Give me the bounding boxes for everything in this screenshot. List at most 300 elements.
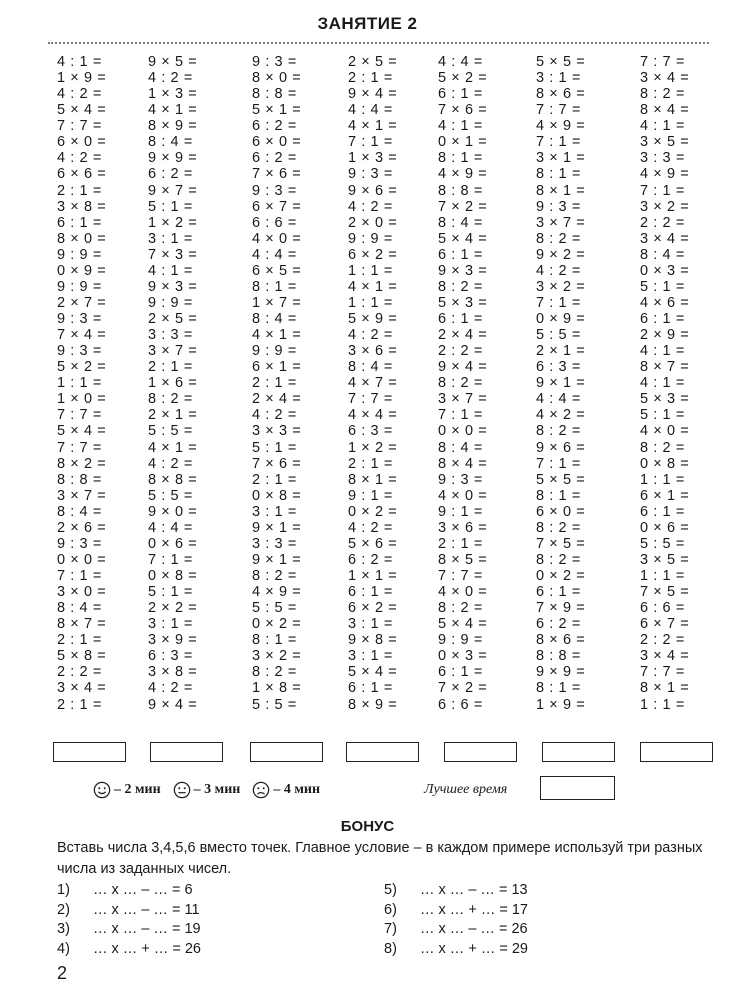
exercise-item: 5 × 6 = xyxy=(348,535,398,552)
exercise-item: 4 : 4 = xyxy=(348,102,393,119)
exercise-item: 5 : 5 = xyxy=(148,423,193,440)
exercise-item: 0 × 2 = xyxy=(252,616,302,633)
exercise-item: 1 × 0 = xyxy=(57,391,107,408)
exercise-item: 3 × 7 = xyxy=(536,214,586,231)
bonus-task xyxy=(57,901,201,921)
bonus-task xyxy=(384,901,528,921)
exercise-item: 1 × 6 = xyxy=(148,375,198,392)
exercise-item: 4 × 4 = xyxy=(348,407,398,424)
exercise-item: 5 : 1 = xyxy=(252,439,297,456)
time-answer-box[interactable] xyxy=(53,742,126,762)
exercise-item: 9 : 9 = xyxy=(57,278,102,295)
exercise-item: 1 × 9 = xyxy=(536,696,586,713)
exercise-item: 4 : 2 = xyxy=(57,86,102,103)
exercise-item: 9 : 1 = xyxy=(438,503,483,520)
exercise-item: 3 × 2 = xyxy=(536,278,586,295)
exercise-item: 8 : 2 = xyxy=(536,423,581,440)
exercise-item: 0 × 3 = xyxy=(438,648,488,665)
exercise-item: 7 × 4 = xyxy=(57,327,107,344)
exercise-item: 8 : 1 = xyxy=(536,166,581,183)
exercise-item: 9 : 3 = xyxy=(348,166,393,183)
exercise-item: 4 × 9 = xyxy=(536,118,586,135)
exercise-item: 9 × 6 = xyxy=(348,182,398,199)
exercise-item: 8 : 8 = xyxy=(252,86,297,103)
exercise-item: 3 : 1 = xyxy=(536,70,581,87)
exercise-item: 4 × 1 = xyxy=(348,118,398,135)
exercise-item: 3 × 4 = xyxy=(640,70,690,87)
exercise-item: 9 × 1 = xyxy=(252,519,302,536)
exercise-item: 4 × 9 = xyxy=(252,584,302,601)
exercise-item: 5 : 5 = xyxy=(252,696,297,713)
exercise-item: 6 × 7 = xyxy=(640,616,690,633)
exercise-item: 9 : 3 = xyxy=(57,343,102,360)
exercise-item: 5 : 5 = xyxy=(252,600,297,617)
exercise-item: 7 : 7 = xyxy=(57,407,102,424)
exercise-item: 8 : 4 = xyxy=(57,503,102,520)
exercise-item: 3 × 7 = xyxy=(57,487,107,504)
exercise-item: 6 × 1 = xyxy=(252,359,302,376)
bonus-task xyxy=(57,920,201,940)
exercise-item: 9 × 1 = xyxy=(252,551,302,568)
bonus-task-expression: … х … – … = 26 xyxy=(420,921,528,937)
exercise-item: 5 × 4 = xyxy=(57,102,107,119)
exercise-item: 5 : 1 = xyxy=(148,198,193,215)
bonus-tasks-right xyxy=(384,881,528,959)
legend-slow: – 4 мин xyxy=(273,782,321,797)
exercise-item: 7 × 9 = xyxy=(536,600,586,617)
exercise-item: 4 : 1 = xyxy=(640,343,685,360)
bonus-task-number: 5) xyxy=(384,882,397,898)
exercise-column xyxy=(438,54,518,713)
exercise-item: 7 : 7 = xyxy=(640,664,685,681)
exercise-item: 0 × 0 = xyxy=(57,551,107,568)
exercise-column xyxy=(57,54,137,713)
exercise-item: 4 × 0 = xyxy=(640,423,690,440)
bonus-task-expression: … х … – … = 6 xyxy=(93,882,193,898)
exercise-item: 4 : 2 = xyxy=(348,327,393,344)
exercise-column xyxy=(148,54,228,713)
exercise-item: 8 × 7 = xyxy=(57,616,107,633)
exercise-item: 5 : 1 = xyxy=(148,584,193,601)
exercise-item: 2 : 2 = xyxy=(57,664,102,681)
exercise-item: 2 × 9 = xyxy=(640,327,690,344)
exercise-item: 0 × 6 = xyxy=(640,519,690,536)
exercise-item: 8 : 2 = xyxy=(536,551,581,568)
exercise-item: 8 : 4 = xyxy=(438,439,483,456)
exercise-item: 9 × 1 = xyxy=(536,375,586,392)
exercise-item: 3 × 0 = xyxy=(57,584,107,601)
exercise-item: 4 × 0 = xyxy=(438,487,488,504)
exercise-item: 7 : 1 = xyxy=(438,407,483,424)
exercise-item: 5 × 4 = xyxy=(438,616,488,633)
exercise-item: 9 × 7 = xyxy=(148,182,198,199)
exercise-item: 2 × 5 = xyxy=(348,54,398,70)
exercise-item: 5 × 8 = xyxy=(57,648,107,665)
exercise-item: 2 × 1 = xyxy=(536,343,586,360)
smile-face-icon xyxy=(93,781,111,799)
exercise-item: 7 : 1 = xyxy=(348,134,393,151)
exercise-item: 1 × 1 = xyxy=(348,568,398,584)
exercise-item: 1 × 8 = xyxy=(252,680,302,697)
exercise-item: 4 × 1 = xyxy=(148,102,198,119)
exercise-item: 2 × 1 = xyxy=(148,407,198,424)
exercise-item: 9 : 3 = xyxy=(57,535,102,552)
exercise-item: 7 : 1 = xyxy=(57,568,102,584)
exercise-item: 9 × 8 = xyxy=(348,632,398,649)
time-answer-box[interactable] xyxy=(150,742,223,762)
exercise-item: 6 : 1 = xyxy=(536,584,581,601)
exercise-item: 1 × 3 = xyxy=(148,86,198,103)
exercise-item: 8 × 1 = xyxy=(348,471,398,488)
exercise-item: 2 × 4 = xyxy=(438,327,488,344)
exercise-item: 4 × 9 = xyxy=(438,166,488,183)
exercise-item: 5 × 4 = xyxy=(438,230,488,247)
exercise-item: 6 : 1 = xyxy=(438,246,483,263)
exercise-item: 4 × 0 = xyxy=(252,230,302,247)
exercise-item: 7 : 1 = xyxy=(640,182,685,199)
exercise-item: 6 : 1 = xyxy=(348,680,393,697)
exercise-item: 1 : 1 = xyxy=(57,375,102,392)
exercise-item: 3 × 5 = xyxy=(640,134,690,151)
exercise-item: 5 × 4 = xyxy=(348,664,398,681)
exercise-item: 5 : 5 = xyxy=(640,535,685,552)
exercise-item: 4 : 1 = xyxy=(57,54,102,70)
sad-face-icon xyxy=(252,781,270,799)
exercise-item: 8 : 4 = xyxy=(438,214,483,231)
exercise-item: 0 × 8 = xyxy=(640,455,690,472)
exercise-item: 9 × 5 = xyxy=(148,54,198,70)
exercise-item: 3 × 4 = xyxy=(640,648,690,665)
exercise-item: 0 × 3 = xyxy=(640,262,690,279)
exercise-item: 5 × 2 = xyxy=(438,70,488,87)
exercise-item: 9 : 9 = xyxy=(252,343,297,360)
bonus-task-expression: … х … – … = 11 xyxy=(93,901,200,918)
exercise-item: 6 × 0 = xyxy=(252,134,302,151)
bonus-task-expression: … х … + … = 17 xyxy=(420,901,528,918)
exercise-item: 6 : 2 = xyxy=(252,118,297,135)
exercise-item: 8 : 8 = xyxy=(536,648,581,665)
exercise-item: 6 : 2 = xyxy=(536,616,581,633)
bonus-task-expression: … х … – … = 19 xyxy=(93,921,201,937)
bonus-task xyxy=(57,881,201,901)
exercise-item: 2 : 1 = xyxy=(57,182,102,199)
exercise-item: 6 × 2 = xyxy=(348,600,398,617)
exercise-item: 4 × 1 = xyxy=(348,278,398,295)
exercise-item: 8 : 2 = xyxy=(438,600,483,617)
exercise-item: 1 : 1 = xyxy=(348,262,393,279)
exercise-item: 4 × 7 = xyxy=(348,375,398,392)
exercise-item: 2 : 1 = xyxy=(348,70,393,87)
exercise-item: 7 × 5 = xyxy=(640,584,690,601)
bonus-task xyxy=(384,881,528,901)
exercise-item: 8 : 1 = xyxy=(252,632,297,649)
exercise-item: 9 × 0 = xyxy=(148,503,198,520)
exercise-item: 7 : 1 = xyxy=(148,551,193,568)
exercise-item: 0 × 2 = xyxy=(348,503,398,520)
exercise-item: 4 × 6 = xyxy=(640,294,690,311)
exercise-item: 9 × 3 = xyxy=(148,278,198,295)
exercise-item: 1 : 1 = xyxy=(640,568,685,584)
exercise-item: 3 × 2 = xyxy=(252,648,302,665)
exercise-item: 5 : 5 = xyxy=(536,327,581,344)
exercise-item: 4 : 1 = xyxy=(640,375,685,392)
exercise-item: 8 : 2 = xyxy=(536,230,581,247)
exercise-item: 0 × 9 = xyxy=(536,311,586,327)
exercise-item: 5 × 5 = xyxy=(536,471,586,488)
exercise-item: 0 × 8 = xyxy=(252,487,302,504)
legend-medium: – 3 мин xyxy=(193,782,241,797)
exercise-item: 2 × 7 = xyxy=(57,294,107,311)
exercise-item: 8 : 2 = xyxy=(536,519,581,536)
exercise-item: 3 : 3 = xyxy=(252,535,297,552)
best-time-label: Лучшее время xyxy=(424,782,508,797)
exercise-column xyxy=(252,54,332,713)
exercise-item: 3 : 3 = xyxy=(640,150,685,167)
exercise-item: 7 × 5 = xyxy=(536,535,586,552)
exercise-item: 5 × 2 = xyxy=(57,359,107,376)
exercise-item: 8 × 6 = xyxy=(536,632,586,649)
exercise-item: 9 × 4 = xyxy=(348,86,398,103)
exercise-item: 0 × 9 = xyxy=(57,262,107,279)
exercise-item: 8 : 2 = xyxy=(640,439,685,456)
exercise-item: 8 × 0 = xyxy=(252,70,302,87)
exercise-item: 9 : 3 = xyxy=(252,182,297,199)
exercise-item: 3 × 2 = xyxy=(640,198,690,215)
exercise-item: 6 : 1 = xyxy=(57,214,102,231)
exercise-item: 4 : 2 = xyxy=(536,262,581,279)
exercise-item: 3 : 1 = xyxy=(252,503,297,520)
exercise-item: 8 : 2 = xyxy=(438,278,483,295)
exercise-item: 4 : 2 = xyxy=(148,455,193,472)
exercise-item: 9 : 3 = xyxy=(438,471,483,488)
exercise-item: 3 : 1 = xyxy=(348,648,393,665)
exercise-item: 4 : 4 = xyxy=(438,54,483,70)
exercise-item: 9 : 9 = xyxy=(57,246,102,263)
bonus-instruction: Вставь числа 3,4,5,6 вместо точек. Главное условие – в каждом примере используй три разных числа из заданных чисел. xyxy=(57,840,703,877)
exercise-item: 4 × 1 = xyxy=(252,327,302,344)
exercise-item: 2 : 1 = xyxy=(348,455,393,472)
exercise-item: 6 × 6 = xyxy=(57,166,107,183)
exercise-item: 8 : 4 = xyxy=(348,359,393,376)
best-time-box[interactable] xyxy=(540,776,615,800)
exercise-item: 6 : 1 = xyxy=(438,86,483,103)
bonus-task-number: 2) xyxy=(57,901,70,918)
exercise-item: 0 × 2 = xyxy=(536,568,586,584)
exercise-item: 7 × 2 = xyxy=(438,198,488,215)
bonus-task-number: 4) xyxy=(57,940,70,957)
exercise-item: 4 : 4 = xyxy=(148,519,193,536)
exercise-item: 8 × 1 = xyxy=(640,680,690,697)
exercise-item: 3 × 6 = xyxy=(438,519,488,536)
exercise-item: 9 × 2 = xyxy=(536,246,586,263)
exercise-item: 7 : 1 = xyxy=(536,294,581,311)
exercise-item: 1 × 9 = xyxy=(57,70,107,87)
exercise-item: 6 : 2 = xyxy=(148,166,193,183)
exercise-item: 7 : 7 = xyxy=(348,391,393,408)
exercise-item: 6 × 2 = xyxy=(348,246,398,263)
exercise-item: 6 : 6 = xyxy=(438,696,483,713)
exercise-item: 2 × 0 = xyxy=(348,214,398,231)
exercise-item: 3 : 1 = xyxy=(348,616,393,633)
exercise-item: 6 × 0 = xyxy=(57,134,107,151)
bonus-task-number: 3) xyxy=(57,921,70,937)
exercise-item: 8 × 1 = xyxy=(536,182,586,199)
bonus-task-expression: … х … + … = 26 xyxy=(93,940,201,957)
exercise-item: 5 × 5 = xyxy=(536,54,586,70)
time-answer-box[interactable] xyxy=(542,742,615,762)
exercise-item: 3 : 1 = xyxy=(148,230,193,247)
exercise-item: 8 : 1 = xyxy=(536,680,581,697)
exercise-item: 2 : 1 = xyxy=(252,375,297,392)
exercise-item: 1 : 1 = xyxy=(640,696,685,713)
exercise-item: 2 : 1 = xyxy=(148,359,193,376)
exercise-item: 0 × 1 = xyxy=(438,134,488,151)
bonus-task xyxy=(384,920,528,940)
exercise-item: 8 × 0 = xyxy=(57,230,107,247)
exercise-item: 8 × 7 = xyxy=(640,359,690,376)
bonus-task-number: 6) xyxy=(384,901,397,918)
exercise-item: 8 × 5 = xyxy=(438,551,488,568)
exercise-item: 3 × 8 = xyxy=(148,664,198,681)
exercise-item: 4 : 1 = xyxy=(640,118,685,135)
exercise-item: 3 × 1 = xyxy=(536,150,586,167)
exercise-item: 2 : 2 = xyxy=(640,214,685,231)
exercise-item: 1 × 3 = xyxy=(348,150,398,167)
exercise-item: 9 × 9 = xyxy=(148,150,198,167)
exercise-item: 8 : 2 = xyxy=(252,568,297,584)
exercise-item: 8 × 9 = xyxy=(348,696,398,713)
exercise-item: 3 × 6 = xyxy=(348,343,398,360)
exercise-column xyxy=(640,54,720,713)
page-number: 2 xyxy=(57,963,68,983)
bonus-tasks-left xyxy=(57,881,201,959)
exercise-item: 4 : 2 = xyxy=(252,407,297,424)
exercise-item: 7 × 2 = xyxy=(438,680,488,697)
exercise-item: 2 × 6 = xyxy=(57,519,107,536)
exercise-item: 4 : 2 = xyxy=(348,198,393,215)
exercise-item: 6 : 2 = xyxy=(252,150,297,167)
exercise-item: 8 : 2 = xyxy=(252,664,297,681)
exercise-item: 4 : 2 = xyxy=(148,680,193,697)
time-legend xyxy=(93,779,332,801)
time-answer-box[interactable] xyxy=(346,742,419,762)
exercise-item: 9 × 4 = xyxy=(148,696,198,713)
exercise-item: 7 × 6 = xyxy=(438,102,488,119)
exercise-item: 9 × 3 = xyxy=(438,262,488,279)
exercise-item: 1 × 2 = xyxy=(148,214,198,231)
bonus-task xyxy=(384,940,528,960)
exercise-item: 6 : 6 = xyxy=(252,214,297,231)
bonus-task-expression: … х … + … = 29 xyxy=(420,940,528,957)
exercise-item: 6 × 1 = xyxy=(640,487,690,504)
page-title: ЗАНЯТИЕ 2 xyxy=(317,14,418,33)
exercise-item: 3 × 9 = xyxy=(148,632,198,649)
exercise-item: 3 : 3 = xyxy=(148,327,193,344)
exercise-item: 2 : 1 = xyxy=(252,471,297,488)
exercise-item: 2 : 2 = xyxy=(640,632,685,649)
exercise-item: 4 : 2 = xyxy=(57,150,102,167)
exercise-item: 4 : 4 = xyxy=(536,391,581,408)
exercise-item: 4 × 1 = xyxy=(148,439,198,456)
exercise-item: 8 × 2 = xyxy=(57,455,107,472)
exercise-item: 8 × 6 = xyxy=(536,86,586,103)
exercise-item: 4 : 1 = xyxy=(148,262,193,279)
exercise-item: 7 : 7 = xyxy=(640,54,685,70)
exercise-item: 8 : 1 = xyxy=(252,278,297,295)
exercise-item: 2 : 1 = xyxy=(438,535,483,552)
exercise-item: 7 : 7 = xyxy=(536,102,581,119)
exercise-item: 5 : 5 = xyxy=(148,487,193,504)
exercise-item: 2 × 4 = xyxy=(252,391,302,408)
exercise-item: 6 : 3 = xyxy=(348,423,393,440)
exercise-item: 4 : 1 = xyxy=(438,118,483,135)
exercise-item: 5 × 3 = xyxy=(438,294,488,311)
exercise-item: 2 × 5 = xyxy=(148,311,198,327)
exercise-item: 2 : 2 = xyxy=(438,343,483,360)
exercise-item: 9 : 3 = xyxy=(536,198,581,215)
time-answer-box[interactable] xyxy=(250,742,323,762)
exercise-item: 9 × 6 = xyxy=(536,439,586,456)
exercise-item: 5 × 4 = xyxy=(57,423,107,440)
exercise-item: 7 × 6 = xyxy=(252,166,302,183)
exercise-column xyxy=(536,54,616,713)
bonus-task-expression: … х … – … = 13 xyxy=(420,882,528,898)
neutral-face-icon xyxy=(173,781,191,799)
exercise-item: 6 × 0 = xyxy=(536,503,586,520)
exercise-item: 3 × 7 = xyxy=(438,391,488,408)
exercise-item: 2 × 2 = xyxy=(148,600,198,617)
exercise-item: 8 × 4 = xyxy=(438,455,488,472)
time-answer-box[interactable] xyxy=(444,742,517,762)
exercise-item: 4 : 2 = xyxy=(148,70,193,87)
exercise-item: 6 : 1 = xyxy=(640,503,685,520)
exercise-item: 8 : 4 = xyxy=(252,311,297,327)
exercise-item: 8 : 2 = xyxy=(148,391,193,408)
exercise-item: 8 : 4 = xyxy=(148,134,193,151)
exercise-item: 1 : 1 = xyxy=(640,471,685,488)
exercise-item: 3 : 1 = xyxy=(148,616,193,633)
exercise-item: 8 : 4 = xyxy=(640,246,685,263)
exercise-item: 6 × 7 = xyxy=(252,198,302,215)
exercise-item: 3 × 3 = xyxy=(252,423,302,440)
exercise-item: 6 : 1 = xyxy=(640,311,685,327)
exercise-item: 8 : 2 = xyxy=(640,86,685,103)
exercise-item: 1 : 1 = xyxy=(348,294,393,311)
exercise-item: 6 × 5 = xyxy=(252,262,302,279)
exercise-item: 1 × 7 = xyxy=(252,294,302,311)
time-answer-box[interactable] xyxy=(640,742,713,762)
exercise-item: 6 : 1 = xyxy=(438,664,483,681)
exercise-item: 4 × 2 = xyxy=(536,407,586,424)
exercise-item: 9 : 9 = xyxy=(348,230,393,247)
exercise-item: 9 : 1 = xyxy=(348,487,393,504)
exercise-item: 6 : 3 = xyxy=(536,359,581,376)
exercise-item: 7 : 7 = xyxy=(57,118,102,135)
exercise-item: 4 × 9 = xyxy=(640,166,690,183)
exercise-item: 5 : 1 = xyxy=(640,407,685,424)
exercise-item: 0 × 8 = xyxy=(148,568,198,584)
exercise-item: 7 : 7 = xyxy=(438,568,483,584)
exercise-item: 3 × 5 = xyxy=(640,551,690,568)
exercise-item: 7 × 6 = xyxy=(252,455,302,472)
exercise-item: 2 : 1 = xyxy=(57,696,102,713)
exercise-item: 4 : 4 = xyxy=(252,246,297,263)
exercise-item: 5 × 1 = xyxy=(252,102,302,119)
exercise-item: 6 : 1 = xyxy=(348,584,393,601)
exercise-item: 7 × 3 = xyxy=(148,246,198,263)
exercise-item: 8 : 1 = xyxy=(536,487,581,504)
exercise-item: 4 × 0 = xyxy=(438,584,488,601)
